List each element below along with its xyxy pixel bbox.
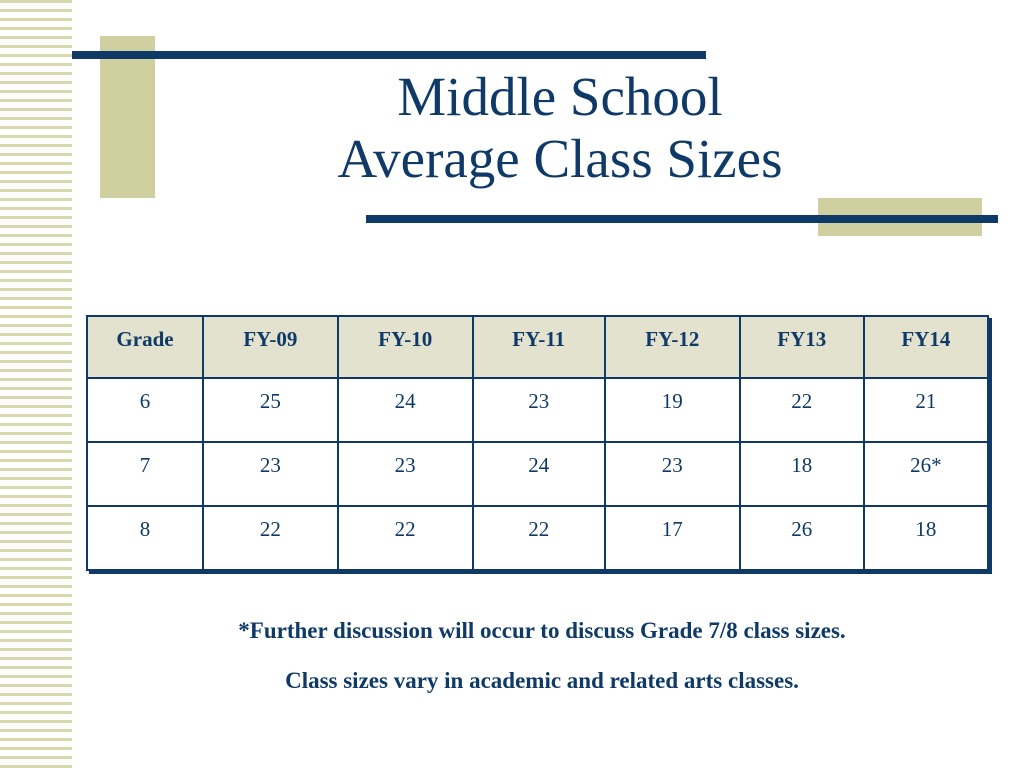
- table-cell: 23: [338, 442, 473, 506]
- table-cell: 21: [864, 378, 988, 442]
- table-cell: 22: [740, 378, 864, 442]
- decorative-top-rule: [72, 51, 706, 59]
- table-row: [87, 506, 988, 570]
- header-cell-fy10: FY-10: [338, 316, 473, 378]
- table-cell: 25: [203, 378, 338, 442]
- header-cell-grade: Grade: [87, 316, 203, 378]
- table-cell: 6: [87, 378, 203, 442]
- table-cell: 23: [473, 378, 605, 442]
- table-cell: 23: [605, 442, 740, 506]
- decorative-bottom-rule: [366, 215, 998, 223]
- table-cell: 7: [87, 442, 203, 506]
- header-cell-fy09: FY-09: [203, 316, 338, 378]
- table-cell: 26*: [864, 442, 988, 506]
- decorative-stripe-band: [0, 0, 72, 768]
- table-row: [87, 378, 988, 442]
- class-size-table: [86, 315, 989, 571]
- table-row: [87, 442, 988, 506]
- header-cell-fy13: FY13: [740, 316, 864, 378]
- table-cell: 22: [203, 506, 338, 570]
- table-cell: 24: [338, 378, 473, 442]
- footnote-class-sizes: Class sizes vary in academic and related arts classes.: [285, 668, 799, 693]
- table-cell: 22: [338, 506, 473, 570]
- header-cell-fy12: FY-12: [605, 316, 740, 378]
- header-cell-fy14: FY14: [864, 316, 988, 378]
- table-cell: 19: [605, 378, 740, 442]
- decorative-tan-block-left: [100, 36, 155, 198]
- table-cell: 18: [740, 442, 864, 506]
- footnote-discussion: *Further discussion will occur to discuss Grade 7/8 class sizes.: [238, 618, 846, 643]
- table-header-row: [87, 316, 988, 378]
- slide-title: [200, 66, 920, 190]
- table-cell: 23: [203, 442, 338, 506]
- title-line-1: Middle School: [397, 66, 723, 127]
- title-line-2: Average Class Sizes: [337, 128, 783, 189]
- header-cell-fy11: FY-11: [473, 316, 605, 378]
- table-cell: 17: [605, 506, 740, 570]
- table-cell: 8: [87, 506, 203, 570]
- table-cell: 18: [864, 506, 988, 570]
- table-cell: 22: [473, 506, 605, 570]
- table-cell: 24: [473, 442, 605, 506]
- table-cell: 26: [740, 506, 864, 570]
